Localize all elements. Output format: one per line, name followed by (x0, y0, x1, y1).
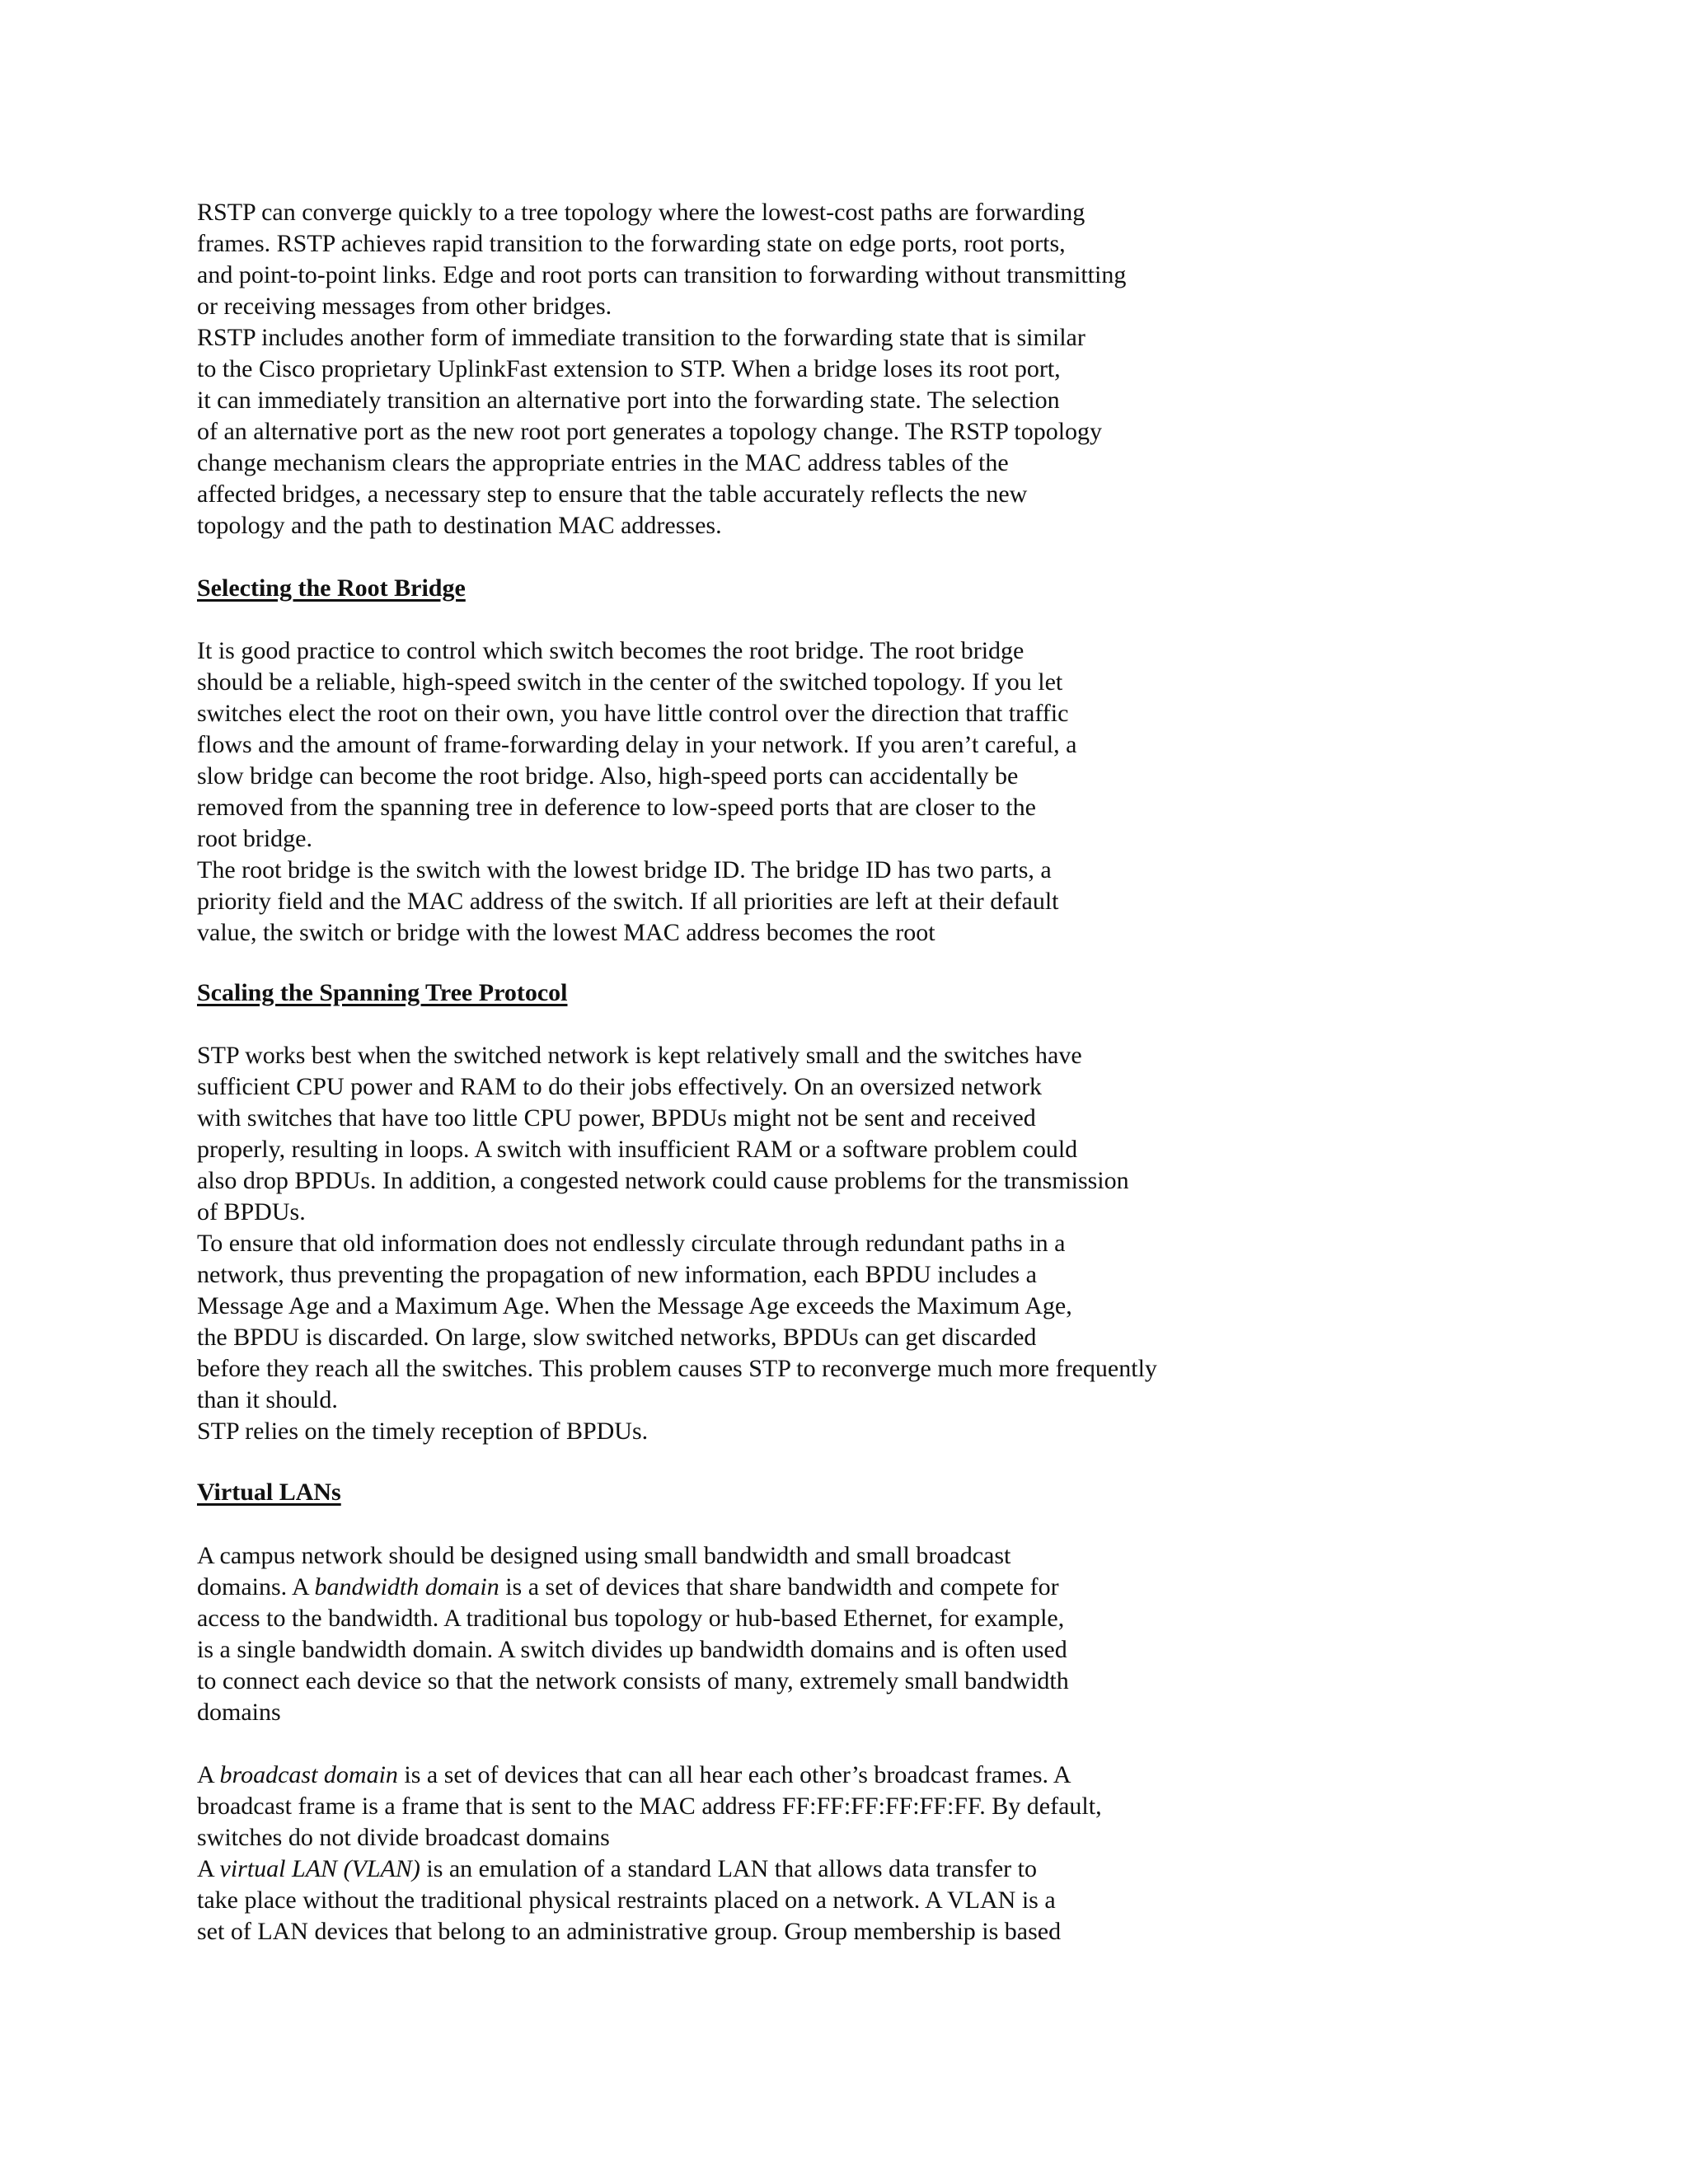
text-line: take place without the traditional physical restraints placed on a network. A VLAN is a (197, 1886, 1056, 1914)
section-heading-scaling-stp: Scaling the Spanning Tree Protocol (197, 979, 568, 1006)
text-run: is an emulation of a standard LAN that allows data transfer to (420, 1855, 1037, 1882)
text-line: slow bridge can become the root bridge. Also, high-speed ports can accidentally be (197, 762, 1019, 790)
term-bandwidth-domain: bandwidth domain (314, 1573, 499, 1601)
text-line: The root bridge is the switch with the lowest bridge ID. The bridge ID has two parts, a (197, 856, 1052, 883)
text-line: STP relies on the timely reception of BPDUs. (197, 1418, 649, 1445)
term-broadcast-domain: broadcast domain (219, 1761, 398, 1788)
text-line: network, thus preventing the propagation of new information, each BPDU includes a (197, 1261, 1037, 1288)
text-line: switches elect the root on their own, you have little control over the direction that traffic (197, 700, 1069, 727)
text-run: domains. A (197, 1573, 315, 1601)
text-line: removed from the spanning tree in deference to low-speed ports that are closer to the (197, 794, 1036, 821)
text-line: should be a reliable, high-speed switch in the center of the switched topology. If you let (197, 668, 1063, 696)
text-line: affected bridges, a necessary step to ensure that the table accurately reflects the new (197, 480, 1028, 508)
text-line: set of LAN devices that belong to an administrative group. Group membership is based (197, 1918, 1062, 1945)
text-line: access to the bandwidth. A traditional bus topology or hub-based Ethernet, for example, (197, 1605, 1065, 1632)
text-line: It is good practice to control which switch becomes the root bridge. The root bridge (197, 637, 1025, 664)
text-line: RSTP can converge quickly to a tree topology where the lowest-cost paths are forwarding (197, 199, 1085, 226)
text-run: is a set of devices that can all hear each other’s broadcast frames. A (397, 1761, 1071, 1788)
text-line: root bridge. (197, 825, 312, 852)
text-line: frames. RSTP achieves rapid transition to the forwarding state on edge ports, root ports, (197, 230, 1066, 257)
text-line: before they reach all the switches. This problem causes STP to reconverge much more frequently (197, 1355, 1157, 1382)
text-line: switches do not divide broadcast domains (197, 1824, 610, 1851)
text-line: properly, resulting in loops. A switch with insufficient RAM or a software problem could (197, 1136, 1078, 1163)
text-line: than it should. (197, 1386, 338, 1413)
text-line: also drop BPDUs. In addition, a congested network could cause problems for the transmission (197, 1167, 1129, 1194)
section-heading-root-bridge: Selecting the Root Bridge (197, 574, 466, 602)
text-line: flows and the amount of frame-forwarding delay in your network. If you aren’t careful, a (197, 731, 1077, 758)
text-line: with switches that have too little CPU power, BPDUs might not be sent and received (197, 1104, 1036, 1132)
term-virtual-lan: virtual LAN (VLAN) (219, 1855, 420, 1882)
text-line: the BPDU is discarded. On large, slow switched networks, BPDUs can get discarded (197, 1324, 1037, 1351)
text-line: is a single bandwidth domain. A switch divides up bandwidth domains and is often used (197, 1636, 1067, 1663)
text-line: topology and the path to destination MAC addresses. (197, 512, 722, 539)
text-line: or receiving messages from other bridges. (197, 293, 612, 320)
text-line: of an alternative port as the new root port generates a topology change. The RSTP topology (197, 418, 1103, 445)
text-line: STP works best when the switched network is kept relatively small and the switches have (197, 1042, 1082, 1069)
text-line: To ensure that old information does not endlessly circulate through redundant paths in a (197, 1230, 1066, 1257)
text-line (197, 1854, 1037, 1885)
text-run: A (197, 1761, 220, 1788)
text-line: broadcast frame is a frame that is sent to the MAC address FF:FF:FF:FF:FF:FF. By default, (197, 1793, 1102, 1820)
text-line: change mechanism clears the appropriate entries in the MAC address tables of the (197, 449, 1009, 476)
section-heading-virtual-lans: Virtual LANs (197, 1479, 341, 1506)
text-line: RSTP includes another form of immediate transition to the forwarding state that is similar (197, 324, 1085, 351)
text-line: of BPDUs. (197, 1198, 306, 1226)
text-line (197, 1572, 1059, 1603)
text-run: A (197, 1855, 220, 1882)
text-line: to the Cisco proprietary UplinkFast extension to STP. When a bridge loses its root port, (197, 355, 1061, 382)
text-line: and point-to-point links. Edge and root ports can transition to forwarding without transmitting (197, 261, 1127, 288)
text-line: priority field and the MAC address of the switch. If all priorities are left at their default (197, 888, 1059, 915)
text-line: to connect each device so that the network consists of many, extremely small bandwidth (197, 1667, 1069, 1694)
text-line: it can immediately transition an alternative port into the forwarding state. The selection (197, 387, 1060, 414)
text-line (197, 1760, 1071, 1791)
text-line: A campus network should be designed using small bandwidth and small broadcast (197, 1542, 1011, 1569)
text-line: value, the switch or bridge with the lowest MAC address becomes the root (197, 919, 935, 946)
text-run: is a set of devices that share bandwidth and compete for (499, 1573, 1059, 1601)
text-line: Message Age and a Maximum Age. When the Message Age exceeds the Maximum Age, (197, 1292, 1072, 1319)
text-line: domains (197, 1699, 281, 1726)
text-line: sufficient CPU power and RAM to do their jobs effectively. On an oversized network (197, 1073, 1043, 1100)
